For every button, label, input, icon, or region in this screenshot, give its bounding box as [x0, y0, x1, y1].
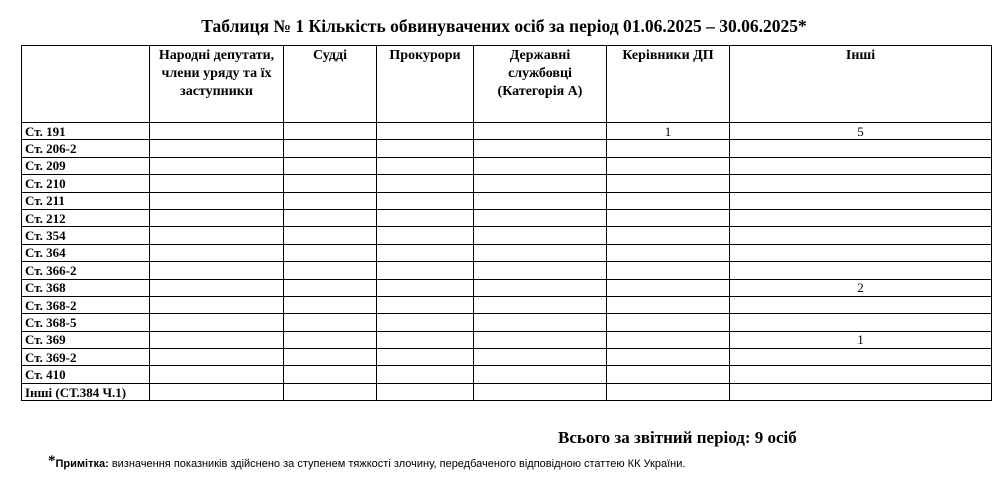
table-cell — [607, 296, 730, 313]
column-header: Судді — [284, 46, 377, 123]
accused-persons-table — [21, 45, 992, 401]
table-cell — [284, 383, 377, 400]
table-row — [22, 192, 992, 209]
table-cell — [377, 192, 474, 209]
table-cell — [150, 296, 284, 313]
table-cell — [150, 349, 284, 366]
table-cell — [284, 140, 377, 157]
table-cell — [474, 227, 607, 244]
row-label: Ст. 368 — [22, 279, 150, 296]
table-row — [22, 349, 992, 366]
table-body — [22, 123, 992, 401]
table-row — [22, 140, 992, 157]
table-cell — [607, 227, 730, 244]
table-cell — [150, 331, 284, 348]
table-cell — [474, 279, 607, 296]
table-row — [22, 366, 992, 383]
row-label: Ст. 410 — [22, 366, 150, 383]
table-row — [22, 383, 992, 400]
table-cell — [150, 123, 284, 140]
footnote-marker: * — [48, 453, 56, 469]
table-cell — [377, 366, 474, 383]
table-cell — [607, 262, 730, 279]
table-cell — [607, 192, 730, 209]
table-cell — [607, 157, 730, 174]
table-cell — [607, 366, 730, 383]
row-label: Ст. 354 — [22, 227, 150, 244]
table-cell — [284, 244, 377, 261]
table-cell — [377, 244, 474, 261]
row-label: Ст. 211 — [22, 192, 150, 209]
table-cell — [730, 349, 992, 366]
total-summary: Всього за звітний період: 9 осіб — [558, 428, 797, 447]
table-cell — [607, 140, 730, 157]
table-cell — [377, 349, 474, 366]
table-cell — [150, 314, 284, 331]
table-cell — [474, 192, 607, 209]
table-cell — [474, 244, 607, 261]
table-cell — [284, 123, 377, 140]
column-header: Керівники ДП — [607, 46, 730, 123]
row-label: Ст. 368-5 — [22, 314, 150, 331]
table-cell — [150, 383, 284, 400]
row-label: Ст. 368-2 — [22, 296, 150, 313]
table-row — [22, 244, 992, 261]
table-cell — [284, 331, 377, 348]
row-label: Ст. 366-2 — [22, 262, 150, 279]
table-cell — [150, 227, 284, 244]
table-row — [22, 209, 992, 226]
table-cell — [474, 209, 607, 226]
row-label: Ст. 364 — [22, 244, 150, 261]
table-cell — [607, 279, 730, 296]
table-cell — [607, 244, 730, 261]
table-cell — [607, 331, 730, 348]
column-header: Народні депутати, члени уряду та їх заступники — [150, 46, 284, 123]
table-cell — [730, 140, 992, 157]
table-cell — [730, 244, 992, 261]
table-row — [22, 279, 992, 296]
table-cell — [150, 279, 284, 296]
table-cell — [150, 209, 284, 226]
table-row — [22, 262, 992, 279]
table-cell — [730, 227, 992, 244]
table-cell — [730, 175, 992, 192]
table-cell — [150, 366, 284, 383]
table-title: Таблиця № 1 Кількість обвинувачених осіб за період 01.06.2025 – 30.06.2025* — [201, 16, 807, 36]
table-cell — [377, 227, 474, 244]
column-header: Державні службовці (Категорія А) — [474, 46, 607, 123]
table-cell — [607, 209, 730, 226]
table-cell — [284, 296, 377, 313]
row-label: Ст. 212 — [22, 209, 150, 226]
row-label: Ст. 206-2 — [22, 140, 150, 157]
table-cell — [150, 192, 284, 209]
table-cell — [730, 296, 992, 313]
table-row — [22, 331, 992, 348]
row-label: Ст. 209 — [22, 157, 150, 174]
row-label: Ст. 369 — [22, 331, 150, 348]
table-cell — [607, 383, 730, 400]
table-row — [22, 157, 992, 174]
table-cell — [150, 175, 284, 192]
table-row — [22, 314, 992, 331]
column-header: Інші — [730, 46, 992, 123]
table-cell — [377, 262, 474, 279]
table-cell — [474, 314, 607, 331]
footnote — [48, 453, 685, 472]
table-cell — [730, 157, 992, 174]
row-label: Інші (СТ.384 Ч.1) — [22, 383, 150, 400]
table-cell — [607, 349, 730, 366]
table-cell — [474, 123, 607, 140]
table-cell — [474, 157, 607, 174]
table-cell — [284, 366, 377, 383]
table-cell — [377, 157, 474, 174]
table-cell — [284, 314, 377, 331]
table-cell — [730, 209, 992, 226]
table-cell — [474, 262, 607, 279]
table-row — [22, 296, 992, 313]
table-cell — [284, 209, 377, 226]
table-cell — [377, 296, 474, 313]
table-cell — [284, 262, 377, 279]
row-label: Ст. 369-2 — [22, 349, 150, 366]
table-cell — [474, 175, 607, 192]
table-cell — [474, 331, 607, 348]
header-cell-corner — [22, 46, 150, 123]
table-cell — [474, 383, 607, 400]
table-cell — [284, 175, 377, 192]
table-header-row — [22, 46, 992, 123]
table-cell — [284, 279, 377, 296]
table-cell — [150, 140, 284, 157]
table-cell: 5 — [730, 123, 992, 140]
table-cell — [730, 366, 992, 383]
table-cell — [284, 227, 377, 244]
table-cell — [150, 157, 284, 174]
row-label: Ст. 210 — [22, 175, 150, 192]
table-cell — [377, 279, 474, 296]
table-cell — [474, 296, 607, 313]
table-cell — [377, 383, 474, 400]
row-label: Ст. 191 — [22, 123, 150, 140]
table-cell — [377, 175, 474, 192]
table-cell — [377, 331, 474, 348]
table-cell — [474, 349, 607, 366]
column-header: Прокурори — [377, 46, 474, 123]
table-cell — [730, 314, 992, 331]
footnote-text: визначення показників здійснено за ступенем тяжкості злочину, передбаченого відповідною статтею КК України. — [108, 458, 686, 470]
table-row — [22, 175, 992, 192]
table-cell — [284, 349, 377, 366]
table-cell: 1 — [607, 123, 730, 140]
table-cell — [377, 123, 474, 140]
table-cell: 1 — [730, 331, 992, 348]
table-cell — [377, 314, 474, 331]
table-cell — [607, 314, 730, 331]
table-cell — [607, 175, 730, 192]
table-cell — [377, 140, 474, 157]
table-cell — [284, 192, 377, 209]
table-cell — [377, 209, 474, 226]
footnote-label: Примітка: — [55, 458, 109, 470]
table-cell — [474, 140, 607, 157]
table-cell — [730, 383, 992, 400]
table-cell — [730, 192, 992, 209]
table-cell — [284, 157, 377, 174]
table-cell — [474, 366, 607, 383]
table-row — [22, 123, 992, 140]
table-row — [22, 227, 992, 244]
table-cell: 2 — [730, 279, 992, 296]
table-cell — [150, 244, 284, 261]
table-cell — [730, 262, 992, 279]
table-cell — [150, 262, 284, 279]
